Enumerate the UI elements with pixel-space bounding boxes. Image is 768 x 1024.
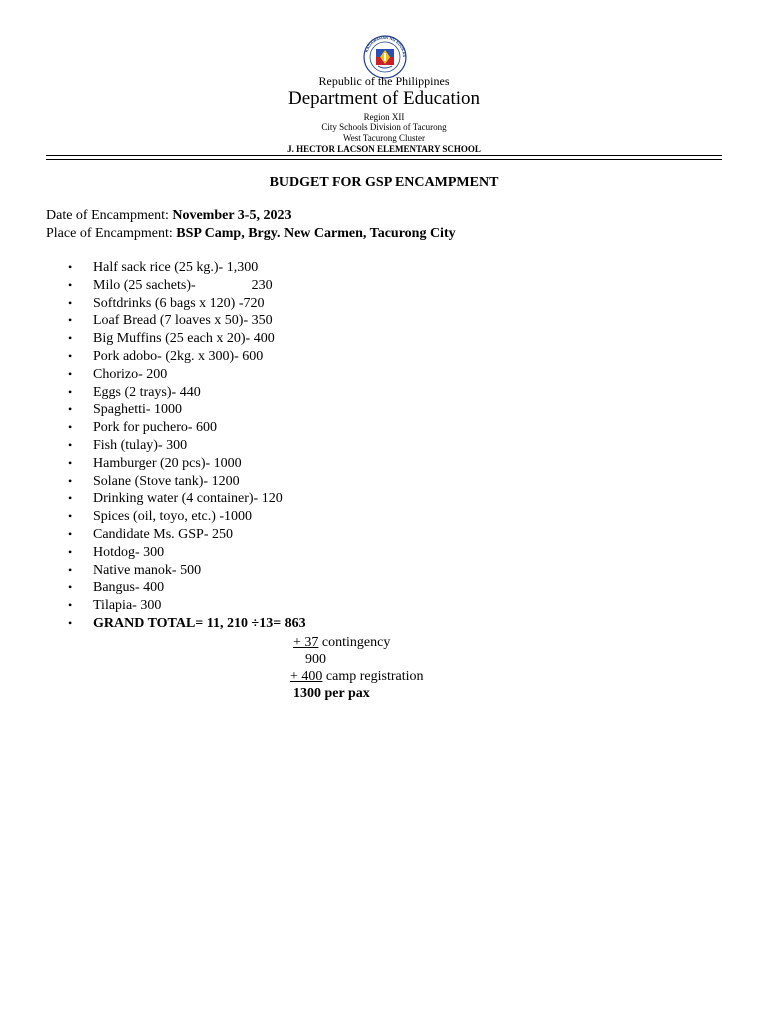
grand-total-text: GRAND TOTAL= 11, 210 ÷13= 863: [93, 615, 306, 631]
budget-item-text: Big Muffins (25 each x 20)- 400: [93, 331, 275, 347]
encampment-place: [46, 226, 456, 242]
budget-item-text: Pork for puchero- 600: [93, 420, 218, 436]
header-rule-bottom: [46, 159, 722, 160]
budget-item-text: Drinking water (4 container)- 120: [93, 491, 283, 507]
budget-item-text: Loaf Bread (7 loaves x 50)- 350: [93, 313, 273, 329]
contingency-label: contingency: [318, 635, 391, 650]
budget-item-text: Chorizo- 200: [93, 366, 168, 382]
header-department: Department of Education: [287, 88, 481, 109]
budget-item-text: Eggs (2 trays)- 440: [93, 384, 201, 400]
budget-item-text: Solane (Stove tank)- 1200: [93, 473, 240, 489]
registration-label: camp registration: [322, 669, 424, 684]
bullet-icon: •: [68, 473, 73, 488]
bullet-icon: •: [68, 384, 73, 399]
deped-seal-icon: [363, 35, 407, 79]
bullet-icon: •: [68, 331, 73, 346]
header-school: J. HECTOR LACSON ELEMENTARY SCHOOL: [287, 144, 481, 154]
place-label: Place of Encampment:: [46, 226, 177, 241]
bullet-icon: •: [68, 455, 73, 470]
bullet-icon: •: [68, 313, 73, 328]
header-rule-top: [46, 155, 722, 156]
bullet-icon: •: [68, 295, 73, 310]
bullet-icon: •: [68, 277, 73, 292]
registration-amount: + 400: [290, 669, 323, 684]
budget-item-text: Half sack rice (25 kg.)- 1,300: [93, 260, 259, 275]
budget-item-text: Pork adobo- (2kg. x 300)- 600: [93, 348, 264, 364]
bullet-icon: •: [68, 598, 73, 613]
date-value: November 3-5, 2023: [172, 208, 292, 223]
date-label: Date of Encampment:: [46, 208, 173, 223]
bullet-icon: •: [68, 260, 73, 274]
budget-item-text: Tilapia- 300: [93, 598, 162, 614]
bullet-icon: •: [68, 580, 73, 595]
registration-line: [290, 668, 423, 685]
bullet-icon: •: [68, 509, 73, 524]
header-cluster: West Tacurong Cluster: [343, 133, 425, 143]
subtotal-line: 900: [305, 652, 326, 667]
per-pax-total: 1300 per pax: [293, 686, 370, 701]
bullet-icon: •: [68, 420, 73, 435]
bullet-icon: •: [68, 366, 73, 381]
bullet-icon: •: [68, 402, 73, 417]
budget-item-text: Hotdog- 300: [93, 544, 165, 560]
header-division: City Schools Division of Tacurong: [321, 122, 447, 132]
header-republic: Republic of the Philippines: [318, 74, 450, 88]
budget-item-text: Softdrinks (6 bags x 120) -720: [93, 295, 265, 311]
document-title: BUDGET FOR GSP ENCAMPMENT: [269, 175, 499, 190]
encampment-date: [46, 208, 291, 224]
bullet-icon: •: [68, 437, 73, 452]
budget-item-text: Milo (25 sachets)- 230: [93, 277, 273, 293]
budget-item-text: Fish (tulay)- 300: [93, 437, 188, 453]
bullet-icon: •: [68, 526, 73, 541]
contingency-amount: + 37: [293, 635, 319, 650]
seal-ring-text: KAGAWARAN NG EDUKAS: [363, 35, 407, 58]
budget-item-text: Hamburger (20 pcs)- 1000: [93, 455, 242, 471]
budget-item-text: Spaghetti- 1000: [93, 402, 183, 418]
budget-item-text: Spices (oil, toyo, etc.) -1000: [93, 509, 253, 525]
bullet-icon: •: [68, 491, 73, 506]
bullet-icon: •: [68, 615, 73, 630]
bullet-icon: •: [68, 562, 73, 577]
header-region: Region XII: [363, 112, 405, 122]
contingency-line: [293, 634, 390, 651]
bullet-icon: •: [68, 348, 73, 363]
budget-item-text: Candidate Ms. GSP- 250: [93, 526, 233, 542]
place-value: BSP Camp, Brgy. New Carmen, Tacurong City: [176, 226, 456, 241]
budget-item-text: Bangus- 400: [93, 580, 165, 596]
budget-item-text: Native manok- 500: [93, 562, 202, 578]
bullet-icon: •: [68, 544, 73, 559]
